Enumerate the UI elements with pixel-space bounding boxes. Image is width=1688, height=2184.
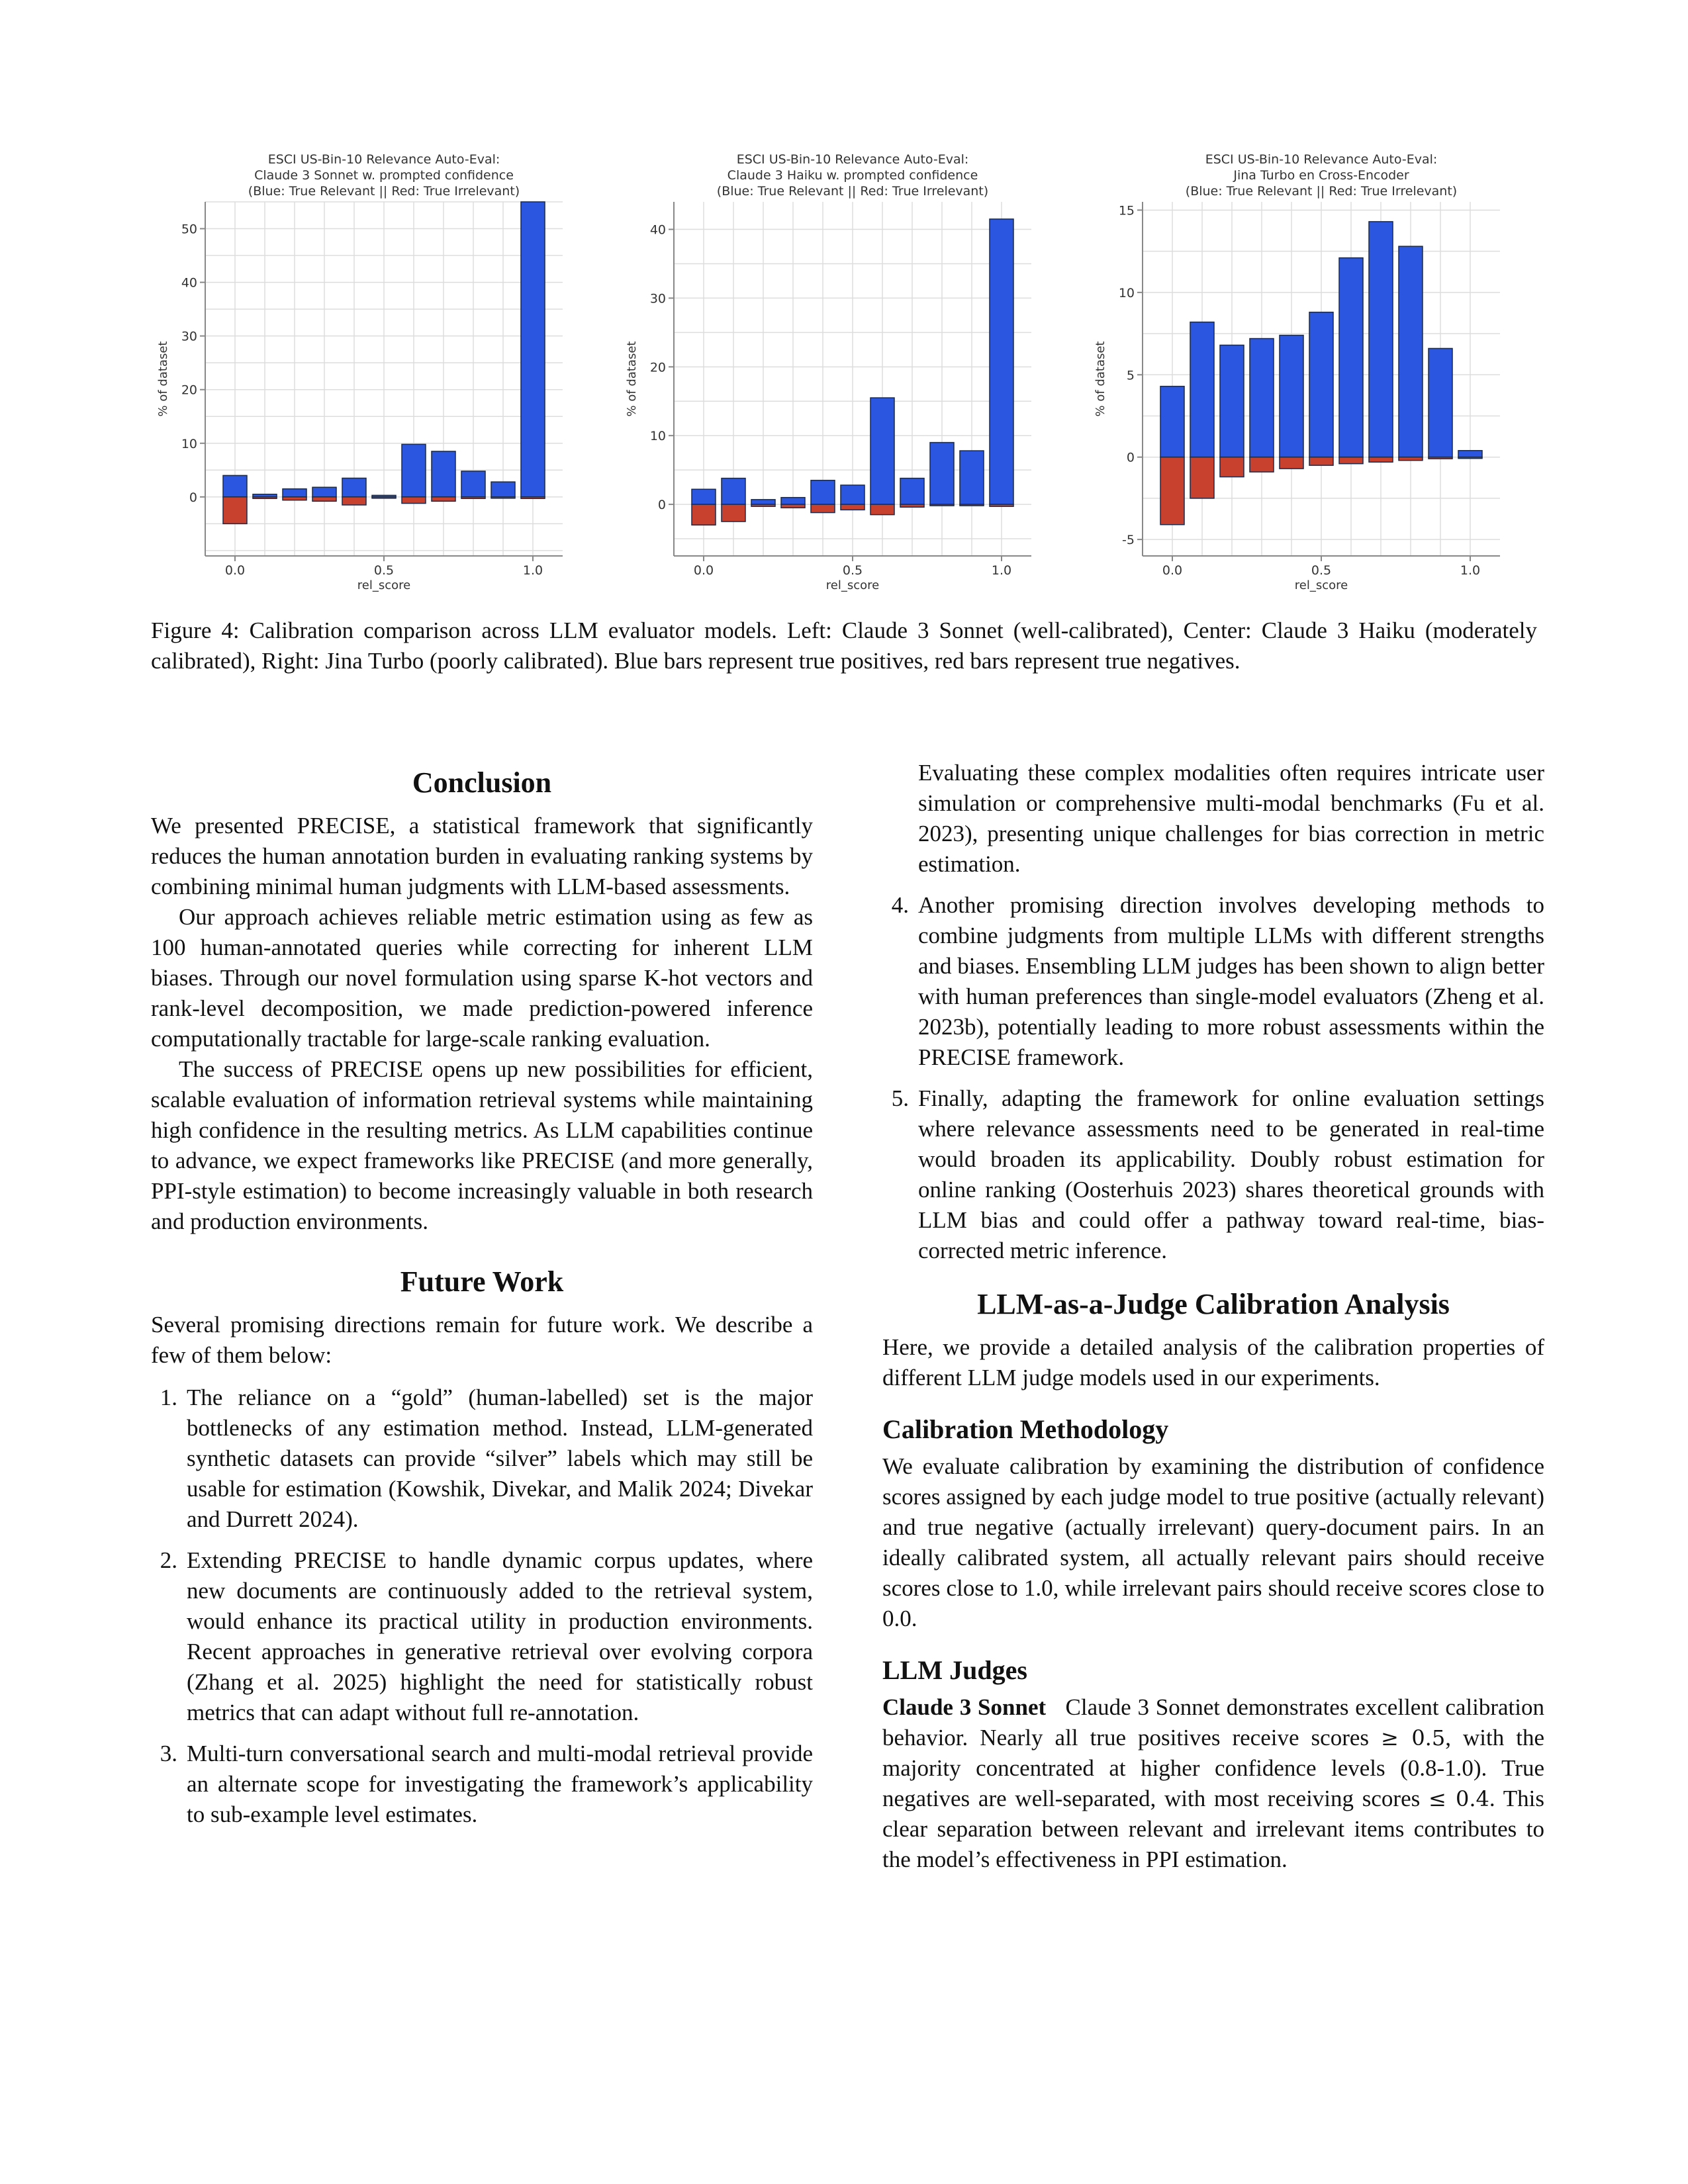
list-item-text: Another promising direction involves developing methods to combine judgments from multiple LLMs with different strengths and biases. Ensembling LLM judges has been shown to align better with human preferences than single-model evaluators (Zheng et al. 2023b), potentially leading to more robust assessments within the PRECISE framework.	[918, 892, 1544, 1070]
relevant-bar	[870, 398, 894, 504]
irrelevant-bar	[491, 497, 515, 498]
list-item-text: Multi-turn conversational search and multi-modal retrieval provide an alternate scope for investigating the framework’s applicability to sub-example level estimates.	[187, 1741, 813, 1827]
irrelevant-bar	[692, 504, 716, 525]
calibration-charts	[151, 149, 1537, 599]
y-tick-label: 10	[649, 429, 666, 444]
irrelevant-bar	[1429, 457, 1452, 459]
list-item	[882, 1083, 1544, 1266]
irrelevant-bar	[900, 504, 924, 507]
x-tick-label: 1.0	[522, 563, 543, 578]
list-item	[882, 890, 1544, 1073]
y-tick-label: 10	[181, 436, 197, 451]
relevant-bar	[432, 451, 455, 497]
irrelevant-bar	[342, 497, 366, 505]
chart-title-line: Claude 3 Sonnet w. prompted confidence	[254, 168, 514, 183]
chart-1	[156, 152, 563, 592]
chart-title-line: Claude 3 Haiku w. prompted confidence	[727, 168, 978, 183]
list-item-3-continued: Evaluating these complex modalities often requires intricate user simulation or comprehensive multi-modal benchmarks (Fu et al. 2023), presenting unique challenges for bias correction in metric estimation.	[918, 760, 1544, 877]
relevant-bar	[781, 498, 805, 504]
irrelevant-bar	[1160, 457, 1184, 525]
sonnet-text-1: Claude 3 Sonnet demonstrates excellent calibration behavior. Nearly all true positives receive scores	[882, 1694, 1544, 1751]
relevant-bar	[402, 444, 426, 496]
relevant-bar	[1220, 345, 1244, 457]
future-work-intro: Several promising directions remain for future work. We describe a few of them below:	[151, 1312, 813, 1368]
relevant-bar	[491, 482, 515, 497]
left-column	[151, 758, 813, 1841]
y-axis-label: % of dataset	[625, 341, 639, 417]
y-tick-label: 40	[181, 275, 197, 291]
irrelevant-bar	[1458, 457, 1482, 459]
irrelevant-bar	[1250, 457, 1274, 472]
list-item-number: 1.	[160, 1385, 177, 1410]
relevant-bar	[312, 487, 336, 497]
future-work-heading: Future Work	[400, 1265, 564, 1298]
chart-title-line: (Blue: True Relevant || Red: True Irrelevant)	[1185, 184, 1458, 199]
relevant-bar	[1399, 246, 1423, 457]
list-item-number: 5.	[891, 1085, 909, 1111]
irrelevant-bar	[1399, 457, 1423, 461]
x-tick-label: 0.5	[373, 563, 395, 578]
llm-judges-heading: LLM Judges	[882, 1655, 1027, 1685]
list-item-text: The reliance on a “gold” (human-labelled) set is the major bottlenecks of any estimation method. Instead, LLM-generated synthetic datasets can provide “silver” labels which may still be usable for estimation (Kowshik, Divekar, and Malik 2024; Divekar and Durrett 2024).	[187, 1385, 813, 1532]
relevant-bar	[461, 471, 485, 497]
relevant-bar	[960, 451, 984, 504]
relevant-bar	[930, 443, 954, 504]
list-item-text: Finally, adapting the framework for online evaluation settings where relevance assessments need to be generated in real-time would broaden its applicability. Doubly robust estimation for online ranking (Oosterhuis 2023) shares theoretical grounds with LLM bias and could offer a pathway toward real-time, bias-corrected metric inference.	[918, 1085, 1544, 1263]
list-item-text: Extending PRECISE to handle dynamic corpus updates, where new documents are continuously added to the retrieval system, would enhance its practical utility in production environments. Recent approaches in generative retrieval over evolving corpora (Zhang et al. 2025) highlight the need for statistically robust metrics that can adapt without full re-annotation.	[187, 1547, 813, 1725]
x-tick-label: 0.0	[1162, 563, 1183, 578]
irrelevant-bar	[432, 497, 455, 501]
irrelevant-bar	[312, 497, 336, 501]
irrelevant-bar	[930, 504, 954, 506]
irrelevant-bar	[372, 497, 396, 498]
irrelevant-bar	[1309, 457, 1333, 465]
sonnet-text-3: . This clear separation between relevant and irrelevant items contributes to the model’s effectiveness in PPI estimation.	[882, 1786, 1545, 1872]
calibration-intro: Here, we provide a detailed analysis of the calibration properties of different LLM judge models used in our experiments.	[882, 1334, 1544, 1390]
irrelevant-bar	[811, 504, 835, 512]
irrelevant-bar	[841, 504, 865, 510]
sonnet-math-2: ≤ 0.4	[1429, 1786, 1489, 1811]
irrelevant-bar	[990, 504, 1013, 506]
relevant-bar	[1309, 312, 1333, 457]
irrelevant-bar	[781, 504, 805, 508]
relevant-bar	[841, 485, 865, 504]
calibration-heading: LLM-as-a-Judge Calibration Analysis	[977, 1288, 1450, 1320]
list-item-number: 2.	[160, 1547, 177, 1573]
irrelevant-bar	[751, 504, 775, 506]
future-work-list	[151, 1383, 813, 1830]
irrelevant-bar	[1339, 457, 1363, 464]
relevant-bar	[1280, 336, 1303, 457]
figure-caption: Figure 4: Calibration comparison across LLM evaluator models. Left: Claude 3 Sonnet (well-calibrated), Center: Claude 3 Haiku (moderately calibrated), Right: Jina Turbo (poorly calibrated). Blue bars represent true positives, red bars represent true negatives.	[151, 617, 1537, 674]
sonnet-run-in-heading: Claude 3 Sonnet	[882, 1694, 1047, 1720]
x-axis-label: rel_score	[357, 578, 411, 592]
conclusion-paragraph-2: Our approach achieves reliable metric estimation using as few as 100 human-annotated queries while correcting for inherent LLM biases. Through our novel formulation using sparse K-hot vectors and rank-level decomposition, we made prediction-powered inference computationally tractable for large-scale ranking evaluation.	[151, 904, 813, 1052]
irrelevant-bar	[283, 497, 306, 500]
irrelevant-bar	[402, 497, 426, 504]
y-tick-label: 15	[1118, 203, 1135, 218]
irrelevant-bar	[253, 497, 277, 498]
methodology-paragraph: We evaluate calibration by examining the distribution of confidence scores assigned by each judge model to true positive (actually relevant) and true negative (actually irrelevant) query-document pairs. In an ideally calibrated system, all actually relevant pairs should receive scores close to 1.0, while irrelevant pairs should receive scores close to 0.0.	[882, 1453, 1544, 1631]
chart-title-line: (Blue: True Relevant || Red: True Irrelevant)	[716, 184, 989, 199]
relevant-bar	[751, 500, 775, 504]
sonnet-paragraph	[882, 1692, 1544, 1875]
x-tick-label: 0.0	[224, 563, 246, 578]
relevant-bar	[1429, 348, 1452, 457]
x-tick-label: 0.0	[693, 563, 714, 578]
conclusion-paragraph-1: We presented PRECISE, a statistical framework that significantly reduces the human annotation burden in evaluating ranking systems by combining minimal human judgments with LLM-based assessments.	[151, 813, 813, 899]
irrelevant-bar	[1369, 457, 1393, 462]
relevant-bar	[521, 202, 545, 497]
irrelevant-bar	[223, 497, 247, 524]
y-axis-label: % of dataset	[156, 341, 170, 417]
chart-title-line: ESCI US-Bin-10 Relevance Auto-Eval:	[736, 152, 969, 167]
relevant-bar	[1339, 258, 1363, 457]
list-item-number: 4.	[891, 892, 909, 918]
relevant-bar	[1458, 451, 1482, 457]
chart-3	[1094, 152, 1500, 592]
y-tick-label: 20	[649, 360, 666, 375]
sonnet-math-1: ≥ 0.5	[1381, 1725, 1446, 1751]
list-item	[151, 1383, 813, 1535]
x-tick-label: 0.5	[842, 563, 863, 578]
irrelevant-bar	[960, 504, 984, 506]
list-item	[151, 1545, 813, 1728]
future-work-list-continued	[882, 890, 1544, 1266]
conclusion-paragraph-3: The success of PRECISE opens up new possibilities for efficient, scalable evaluation of information retrieval systems while maintaining high confidence in the resulting metrics. As LLM capabilities continue to advance, we expect frameworks like PRECISE (and more generally, PPI-style estimation) to become increasingly valuable in both research and production environments.	[151, 1056, 813, 1234]
irrelevant-bar	[870, 504, 894, 515]
y-tick-label: 0	[1126, 450, 1135, 465]
y-axis-label: % of dataset	[1094, 341, 1107, 417]
methodology-heading: Calibration Methodology	[882, 1414, 1169, 1444]
y-tick-label: 5	[1126, 368, 1135, 383]
relevant-bar	[1190, 322, 1214, 457]
list-item-number: 3.	[160, 1741, 177, 1766]
x-tick-label: 0.5	[1311, 563, 1332, 578]
relevant-bar	[722, 478, 745, 504]
x-tick-label: 1.0	[991, 563, 1012, 578]
x-axis-label: rel_score	[1294, 578, 1348, 592]
right-column	[882, 758, 1544, 1875]
relevant-bar	[1250, 339, 1274, 457]
relevant-bar	[1160, 387, 1184, 457]
x-tick-label: 1.0	[1460, 563, 1481, 578]
conclusion-heading: Conclusion	[412, 766, 552, 799]
irrelevant-bar	[1190, 457, 1214, 498]
y-tick-label: 30	[181, 329, 197, 344]
list-item	[151, 1739, 813, 1830]
x-axis-label: rel_score	[825, 578, 880, 592]
irrelevant-bar	[722, 504, 745, 522]
relevant-bar	[342, 478, 366, 496]
y-tick-label: 30	[649, 291, 666, 306]
relevant-bar	[900, 478, 924, 504]
chart-title-line: ESCI US-Bin-10 Relevance Auto-Eval:	[267, 152, 500, 167]
relevant-bar	[692, 489, 716, 504]
chart-title-line: Jina Turbo en Cross-Encoder	[1233, 168, 1409, 183]
irrelevant-bar	[461, 497, 485, 498]
y-tick-label: 50	[181, 222, 197, 237]
sonnet-text-2: , with the majority concentrated at higher confidence levels (0.8-1.0). True negatives are well-separated, with most receiving scores	[882, 1725, 1544, 1811]
relevant-bar	[811, 480, 835, 504]
y-tick-label: 0	[657, 498, 666, 513]
y-tick-label: 0	[189, 490, 197, 505]
y-tick-label: 40	[649, 222, 666, 238]
chart-2	[625, 152, 1031, 592]
chart-title-line: (Blue: True Relevant || Red: True Irrelevant)	[248, 184, 520, 199]
y-tick-label: -5	[1122, 533, 1135, 548]
y-tick-label: 10	[1118, 285, 1135, 300]
relevant-bar	[990, 219, 1013, 504]
relevant-bar	[1369, 222, 1393, 457]
irrelevant-bar	[521, 497, 545, 498]
irrelevant-bar	[1280, 457, 1303, 469]
irrelevant-bar	[1220, 457, 1244, 477]
relevant-bar	[223, 475, 247, 496]
figure-4	[151, 149, 1537, 599]
chart-title-line: ESCI US-Bin-10 Relevance Auto-Eval:	[1205, 152, 1438, 167]
relevant-bar	[283, 489, 306, 497]
y-tick-label: 20	[181, 383, 197, 398]
